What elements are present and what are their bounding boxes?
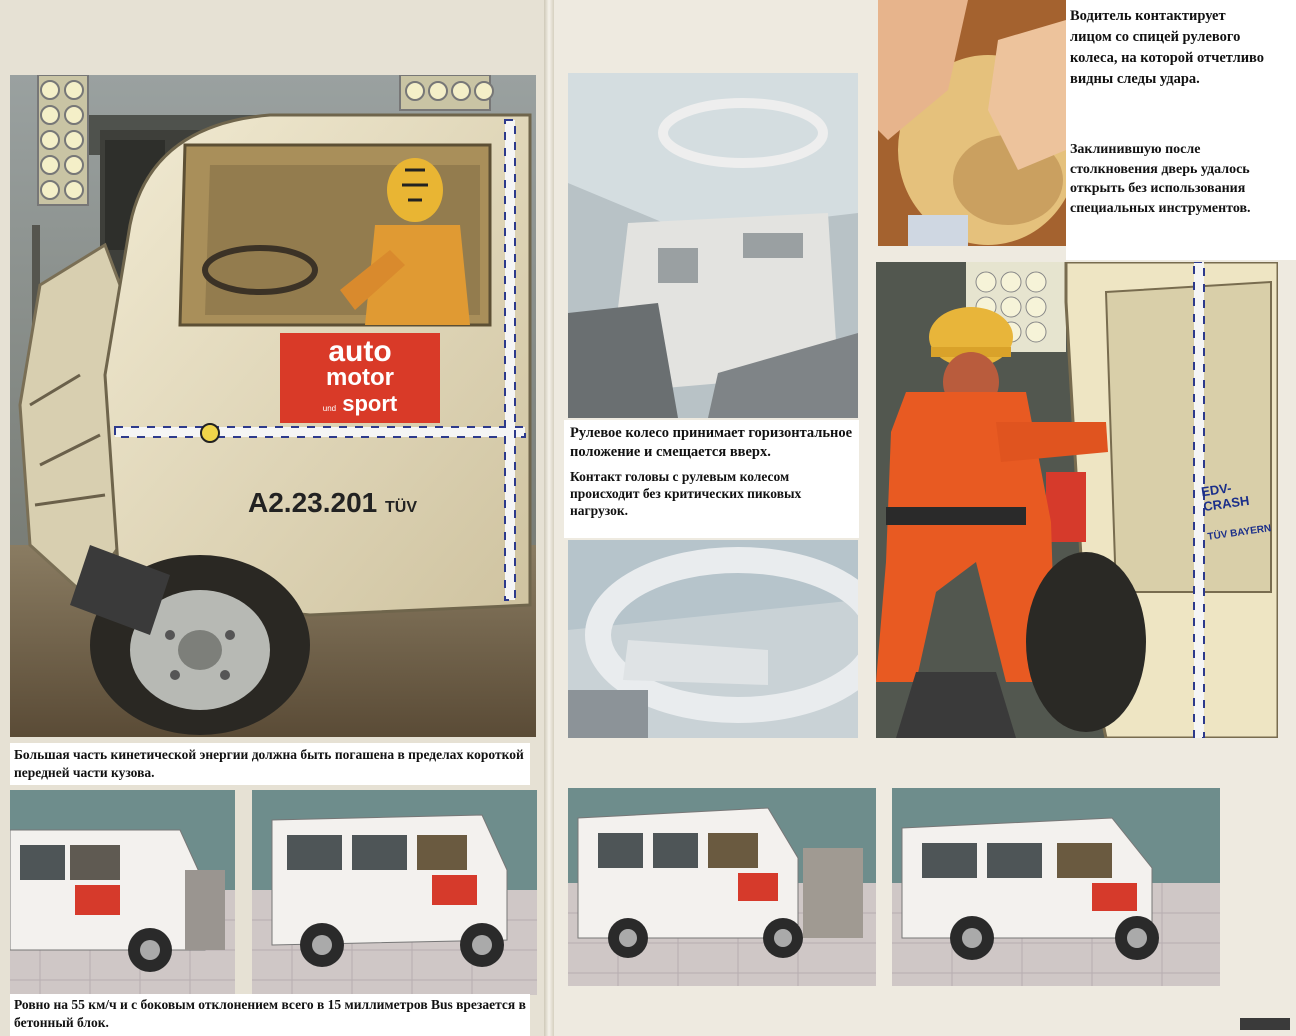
corner-mark (1240, 1018, 1290, 1030)
face-contact-photo (878, 0, 1066, 246)
main-photo-illustration (10, 75, 536, 737)
caption-kinetic-energy-text: Большая часть кинетической энергии должна быть погашена в пределах короткой передней части кузова. (14, 747, 524, 780)
caption-face-contact (1066, 0, 1296, 260)
steering-wheel-photo (568, 73, 858, 418)
plate-number (248, 487, 417, 519)
floodlight-left (38, 75, 88, 205)
caption-wheel-horizontal-text: Рулевое колесо принимает горизонтальное положение и смещается вверх. (570, 425, 853, 460)
door-label-panel (1198, 472, 1278, 545)
floodlight-top (400, 75, 493, 110)
door-label-edv: EDV-CRASH (1200, 480, 1251, 515)
logo-motor: motor (326, 364, 394, 391)
caption-impact-speed-text: Ровно на 55 км/ч и с боковым отклонением всего в 15 миллиметров Bus врезается в бетонный блок. (14, 997, 526, 1030)
caption-impact-speed (10, 994, 530, 1036)
caption-door-jammed-text: Заклинившую после столкновения дверь удалось открыть без использования специальных инструментов. (1070, 142, 1251, 216)
plate-code: A2.23.201 (248, 487, 378, 518)
caption-face-contact-text: Водитель контактирует лицом со спицей рулевого колеса, на которой отчетливо видны следы удара. (1070, 8, 1265, 87)
logo-text (280, 333, 440, 423)
sequence-photo-3 (568, 788, 876, 986)
sequence-photo-2 (252, 790, 537, 995)
head-contact-photo (568, 540, 858, 738)
firefighter-door-photo (876, 262, 1278, 738)
plate-suffix: TÜV (385, 499, 417, 516)
door-label-tuv: TÜV BAYERN (1206, 523, 1272, 543)
main-crash-photo (10, 75, 536, 737)
logo-und: und (322, 404, 337, 413)
sequence-photo-1 (10, 790, 235, 995)
logo-auto: auto (328, 335, 392, 368)
page-gutter (544, 0, 554, 1036)
caption-head-contact-text: Контакт головы с рулевым колесом происходит без критических пиковых нагрузок. (570, 469, 802, 518)
sequence-photo-4 (892, 788, 1220, 986)
caption-kinetic-energy (10, 743, 530, 785)
caption-steering-block (564, 420, 859, 538)
logo-sport: sport (342, 391, 398, 416)
